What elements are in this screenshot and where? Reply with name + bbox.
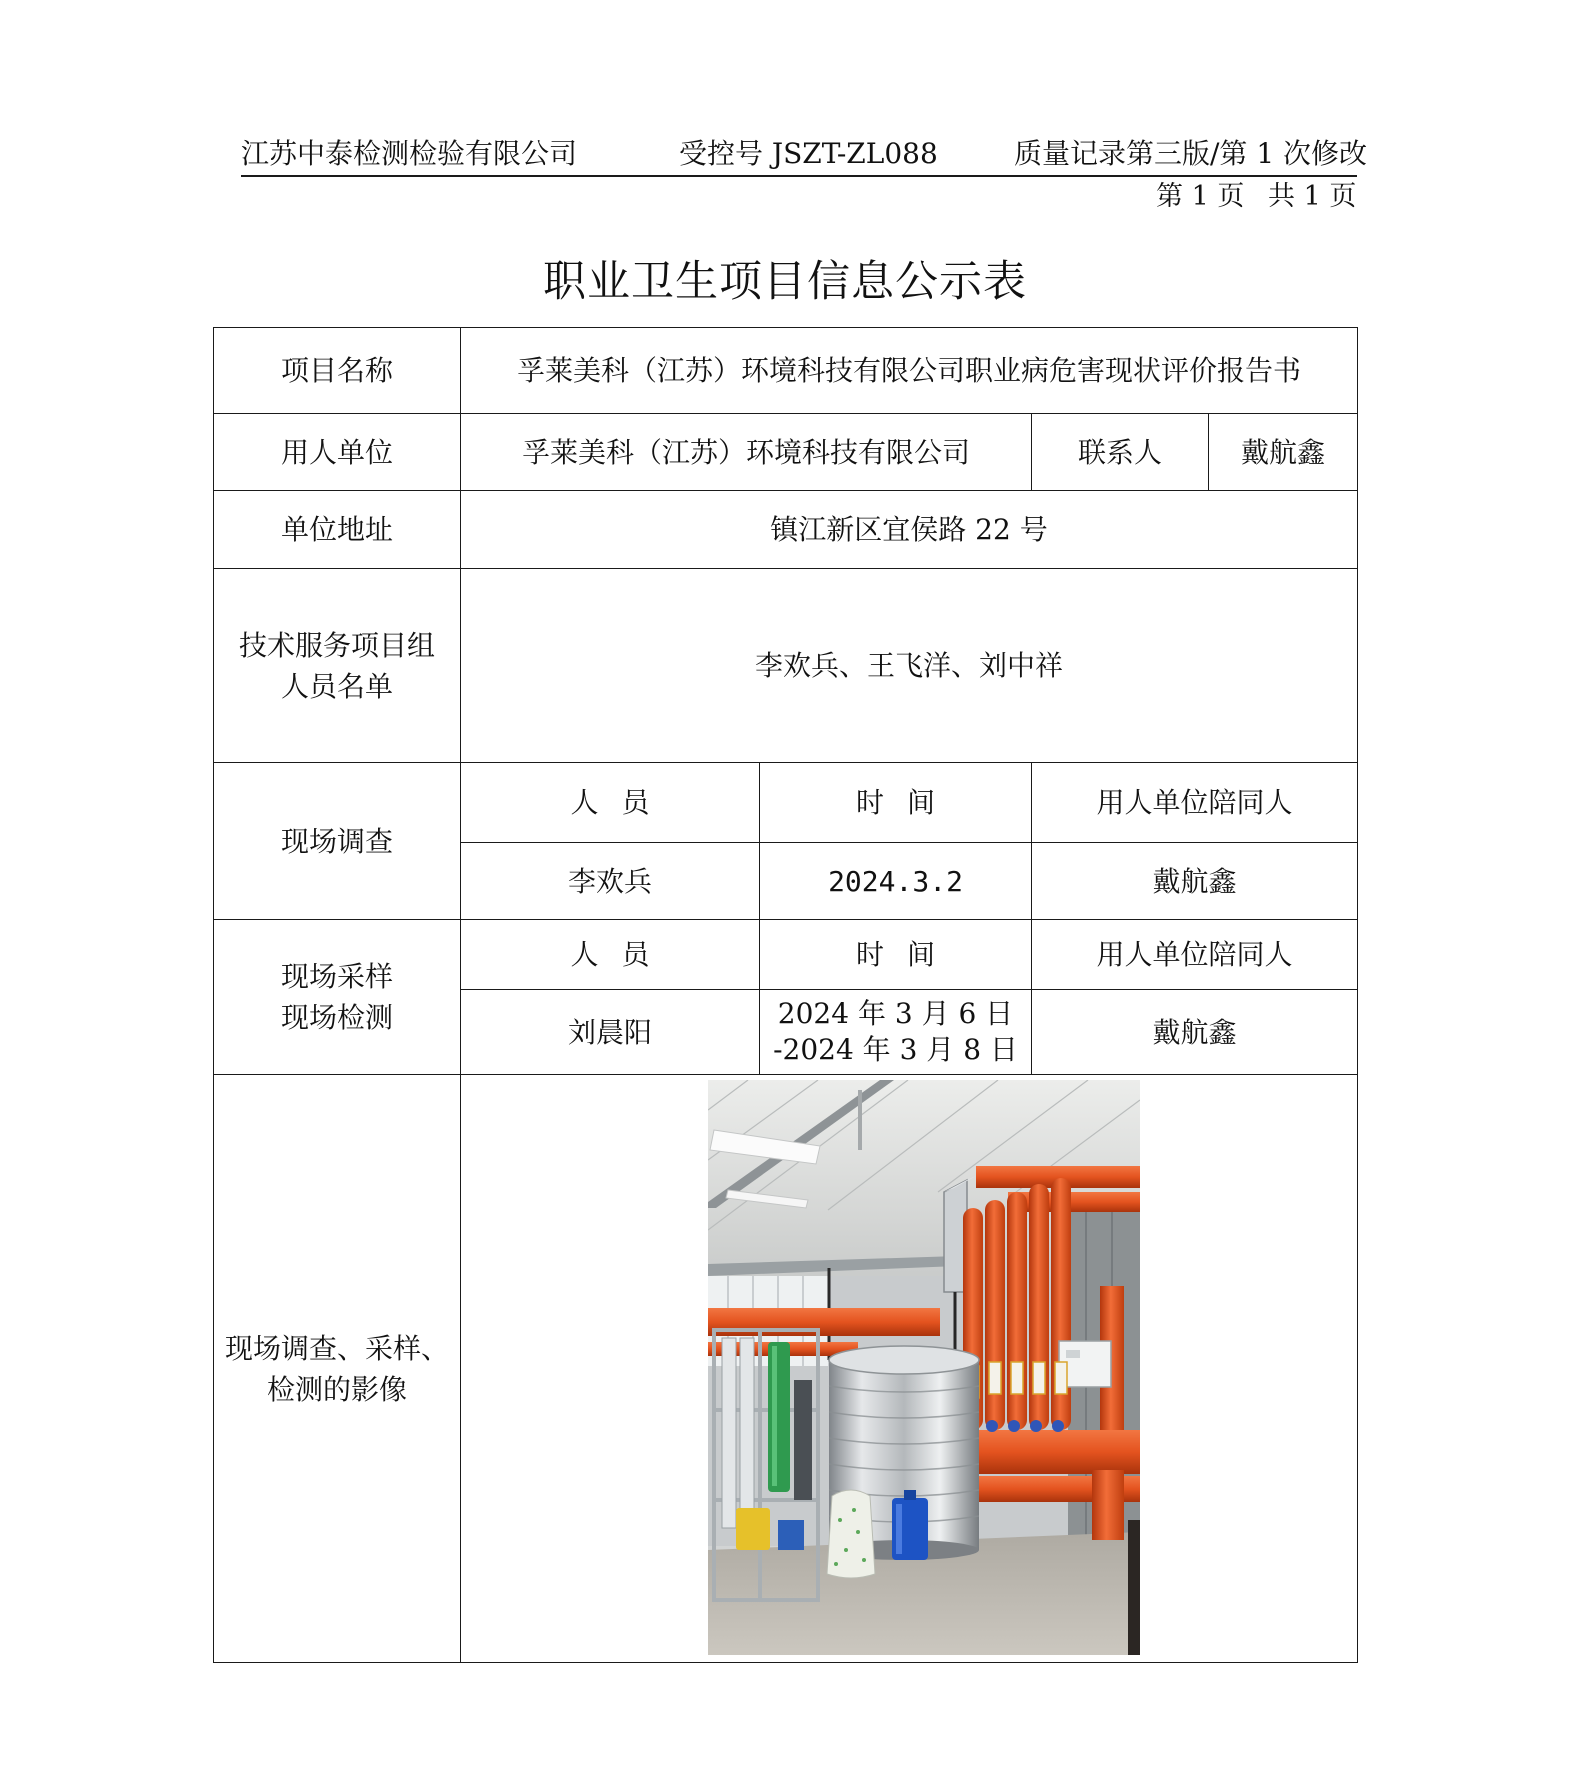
page-current: 第 1 页 (1156, 181, 1245, 212)
sampling-label-line: 现场检测 (280, 1001, 393, 1034)
survey-time: 2024.3.2 (760, 843, 1032, 920)
address-label: 单位地址 (214, 491, 461, 569)
sampling-label (214, 920, 461, 1075)
sampling-escort-header: 用人单位陪同人 (1032, 920, 1358, 990)
document-title: 职业卫生项目信息公示表 (543, 257, 1027, 307)
sampling-personnel-header: 人 员 (461, 920, 760, 990)
employer-value: 孚莱美科（江苏）环境科技有限公司 (461, 414, 1032, 491)
row-team (214, 569, 1358, 763)
row-employer (214, 414, 1358, 491)
sampling-escort: 戴航鑫 (1032, 990, 1358, 1075)
images-label-line: 检测的影像 (266, 1372, 407, 1406)
control-number: 受控号 JSZT-ZL088 (679, 137, 938, 170)
sampling-time-start: 2024 年 3 月 6 日 (777, 997, 1014, 1030)
page-total: 共 1 页 (1268, 181, 1357, 212)
storage-sack (827, 1490, 875, 1578)
row-images (214, 1075, 1358, 1663)
sampling-time-end: -2024 年 3 月 8 日 (773, 1033, 1018, 1066)
blue-chemical-container (892, 1490, 928, 1560)
images-label-line: 现场调查、采样、 (224, 1331, 449, 1365)
survey-time-header: 时 间 (760, 763, 1032, 843)
info-table (213, 327, 1358, 1663)
team-members: 李欢兵、王飞洋、刘中祥 (461, 569, 1358, 763)
address-value: 镇江新区宜侯路 22 号 (461, 491, 1358, 569)
sampling-time-header: 时 间 (760, 920, 1032, 990)
survey-escort-header: 用人单位陪同人 (1032, 763, 1358, 843)
survey-personnel: 李欢兵 (461, 843, 760, 920)
row-site-survey-header (214, 763, 1358, 843)
row-project-name (214, 328, 1358, 414)
survey-escort: 戴航鑫 (1032, 843, 1358, 920)
site-photo (708, 1080, 1140, 1655)
team-label-line: 人员名单 (280, 669, 393, 703)
team-label (214, 569, 461, 763)
survey-personnel-header: 人 员 (461, 763, 760, 843)
contact-label: 联系人 (1032, 414, 1209, 491)
row-sampling-header (214, 920, 1358, 990)
site-survey-label: 现场调查 (214, 763, 461, 920)
sampling-time (760, 990, 1032, 1075)
images-label (214, 1075, 461, 1663)
row-address (214, 491, 1358, 569)
images-cell (461, 1075, 1358, 1663)
photo-container (461, 1075, 1357, 1662)
project-name-label: 项目名称 (214, 328, 461, 414)
header-divider (241, 175, 1357, 177)
company-name: 江苏中泰检测检验有限公司 (241, 137, 578, 170)
contact-value: 戴航鑫 (1209, 414, 1358, 491)
quality-record-version: 质量记录第三版/第 1 次修改 (1014, 137, 1368, 170)
sampling-personnel: 刘晨阳 (461, 990, 760, 1075)
employer-label: 用人单位 (214, 414, 461, 491)
sampling-label-line: 现场采样 (280, 960, 393, 993)
project-name-value: 孚莱美科（江苏）环境科技有限公司职业病危害现状评价报告书 (461, 328, 1358, 414)
team-label-line: 技术服务项目组 (238, 628, 435, 662)
